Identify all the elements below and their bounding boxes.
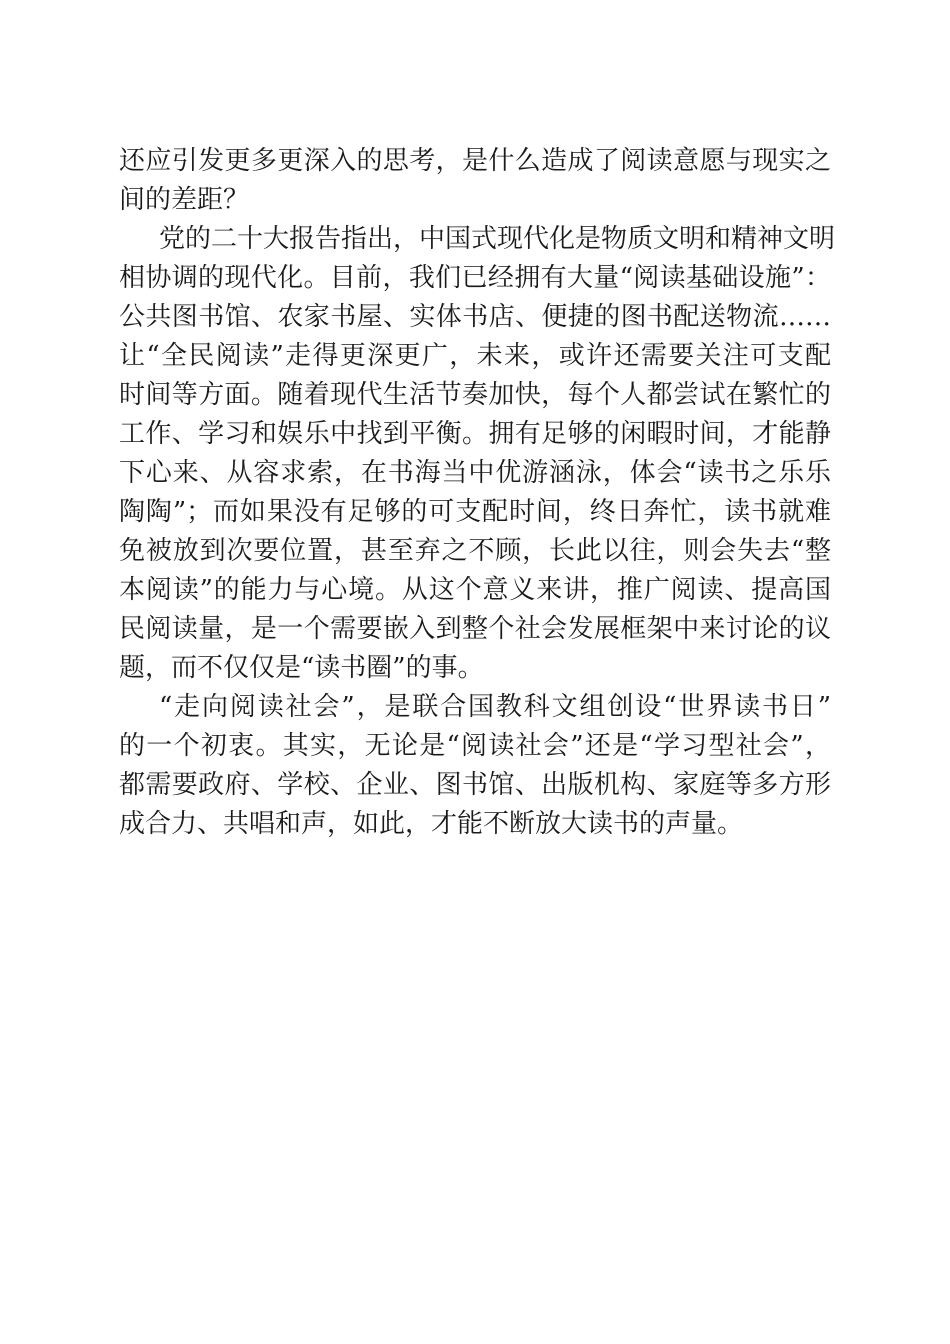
text-line: 时间等方面。随着现代生活节奏加快，每个人都尝试在繁忙的 <box>119 380 831 410</box>
text-line: 民阅读量，是一个需要嵌入到整个社会发展框架中来讨论的议 <box>119 614 831 644</box>
text-line: 让“全民阅读”走得更深更广，未来，或许还需要关注可支配 <box>119 341 831 371</box>
text-line: 相协调的现代化。目前，我们已经拥有大量“阅读基础设施”： <box>119 263 831 293</box>
text-line: 的一个初衷。其实，无论是“阅读社会”还是“学习型社会”， <box>119 731 831 761</box>
text-line: 公共图书馆、农家书屋、实体书店、便捷的图书配送物流…… <box>119 302 831 332</box>
text-line: “走向阅读社会”，是联合国教科文组创设“世界读书日” <box>159 692 831 722</box>
text-line: 工作、学习和娱乐中找到平衡。拥有足够的闲暇时间，才能静 <box>119 419 831 449</box>
article-body <box>119 142 836 844</box>
paragraph-3 <box>119 688 831 844</box>
text-line: 间的差距？ <box>119 185 250 215</box>
paragraph-2 <box>119 220 836 688</box>
text-line: 题，而不仅仅是“读书圈”的事。 <box>119 653 484 683</box>
text-line: 下心来、从容求索，在书海当中优游涵泳，体会“读书之乐乐 <box>119 458 831 488</box>
text-line: 还应引发更多更深入的思考，是什么造成了阅读意愿与现实之 <box>119 146 831 176</box>
text-line: 党的二十大报告指出，中国式现代化是物质文明和精神文明 <box>159 224 836 254</box>
text-line: 都需要政府、学校、企业、图书馆、出版机构、家庭等多方形 <box>119 770 831 800</box>
paragraph-1 <box>119 142 831 220</box>
text-line: 陶陶”；而如果没有足够的可支配时间，终日奔忙，读书就难 <box>119 497 831 527</box>
text-line: 本阅读”的能力与心境。从这个意义来讲，推广阅读、提高国 <box>119 575 831 605</box>
text-line: 成合力、共唱和声，如此，才能不断放大读书的声量。 <box>119 809 744 839</box>
text-line: 免被放到次要位置，甚至弃之不顾，长此以往，则会失去“整 <box>119 536 831 566</box>
